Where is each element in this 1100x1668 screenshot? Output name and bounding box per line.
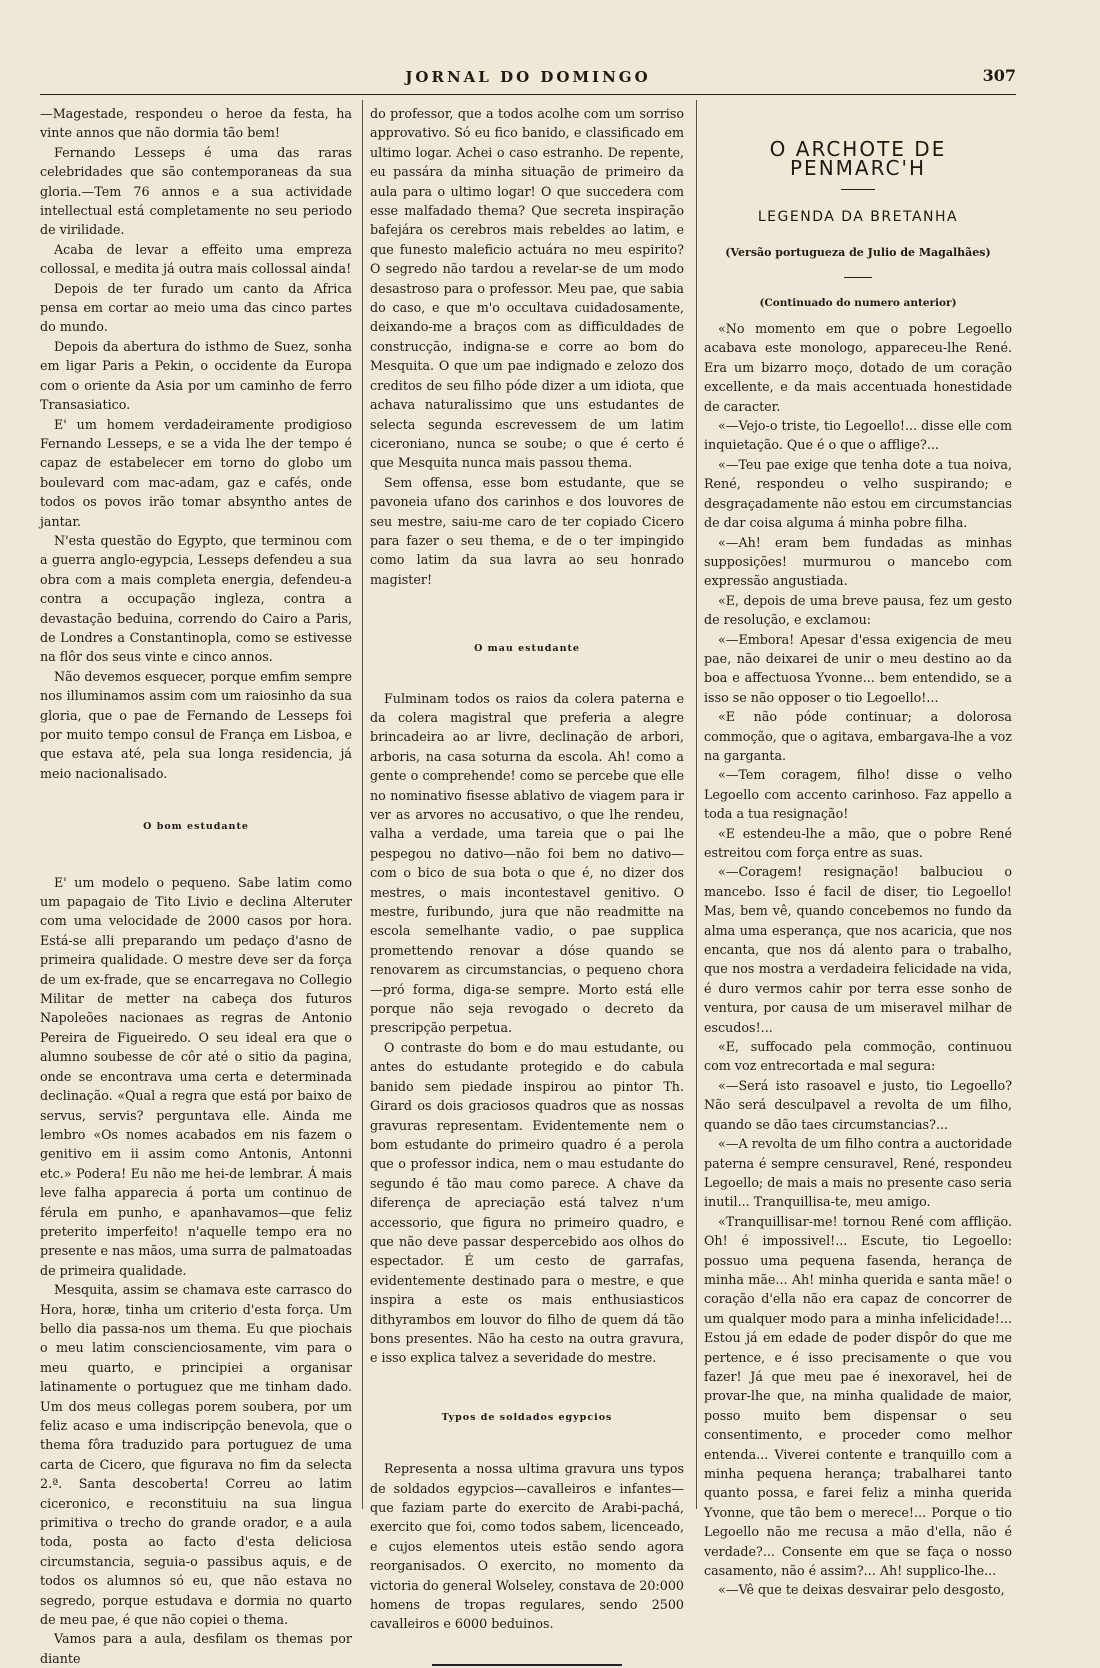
section-heading-soldados-egypcios: Typos de soldados egypcios (441, 1411, 613, 1423)
page-number: 307 (982, 66, 1016, 85)
paragraph: Mesquita, assim se chamava este carrasco do Hora, horæ, tinha um criterio d'esta força. Um bello dia passa-nos um thema. Eu que piochais o meu latim conscienciosamente, vim para o meu quarto, e principiei a organisar latinamente o portuguez que me tinham dado. Um dos meus collegas porem soubera, por um feliz acaso e uma indiscripção benevola, que o thema fôra traduzido para portuguez de uma carta de Cicero, que figurava no fim da selecta 2.ª. Santa descoberta! Correu ao latim ciceronico, e reconstituiu na sua lingua primitiva o trecho do grande orador, e a aula toda, posta ao facto d'esta deliciosa circumstancia, seguia-o passibus aquis, e de todos os alumnos só eu, que não estava no segredo, porque estudava e dormia no quarto de meu pae, é que não copiei o thema. (40, 1282, 352, 1628)
paragraph: E' um modelo o pequeno. Sabe latim como um papagaio de Tito Livio e declina Alteruter com uma velocidade de 2000 casos por hora. Está-se alli preparando um pedaço d'asno de primeira qualidade. O mestre deve ser da força de um ex-frade, que se encarregava no Collegio Militar de metter na cabeça dos futuros Napoleões nacionaes as regras de Antonio Pereira de Figueiredo. O seu ideal era que o alumno soubesse de côr até o sitio da pagina, onde se encontrava uma certa e determinada declinação. «Qual a regra que está por baixo de servus, servis? perguntava elle. Ainda me lembro «Os nomes acabados em nis fazem o genitivo em ii assim como Antonis, Antonni etc.» Podera! Eu não me hei-de lembrar. Á mais leve falha apparecia á porta um continuo de férula em punho, e apanhavamos—que feliz preterito imperfeito! n'aquelle tempo era no presente e nas mãos, uma surra de palmatoadas de primeira qualidade. (40, 874, 352, 1278)
paragraph: Depois da abertura do isthmo de Suez, sonha em ligar Paris a Pekin, o occidente da Europa com o oriente da Asia por um caminho de ferro Transasiatico. (40, 338, 352, 413)
paragraph: O contraste do bom e do mau estudante, ou antes do estudante protegido e do cabula banido sem piedade inspirou ao pintor Th. Girard os dois graciosos quadros que as nossas gravuras representam. Evidentemente nem o bom estudante do primeiro quadro é a perola que o professor indica, nem o mau estudante do segundo é tão mau como parece. A chave da diferença de apreciação está talvez n'um accessorio, que figura no primeiro quadro, e que não deve passar despercebido aos olhos do espectador. É um cesto de garrafas, evidentemente destinado para o mestre, e que inspira a este os mais enthusiasticos dithyrambos em louvor do filho de quem dá tão bons presentes. Não ha cesto na outra gravura, e isso explica talvez a severidade do mestre. (370, 1039, 684, 1366)
paragraph: «—Vejo-o triste, tio Legoello!... disse elle com inquietação. Que é o que o afflige?... (704, 418, 1012, 453)
paragraph: «—Embora! Apesar d'essa exigencia de meu pae, não deixarei de unir o meu destino ao da boa e affectuosa Yvonne... bem entendido, se a isso se não opposer o tio Legoello!... (704, 631, 1012, 705)
paragraph: «—Teu pae exige que tenha dote a tua noiva, René, respondeu o velho suspirando; e desgraçadamente não estou em circumstancias de dar coisa alguma á minha pobre filha. (704, 456, 1012, 531)
paragraph: Fernando Lesseps é uma das raras celebridades que são contemporaneas da sua gloria.—Tem 76 annos e a sua actividade intellectual está completamente no seu periodo de virilidade. (40, 144, 352, 238)
paragraph: «—Tem coragem, filho! disse o velho Legoello com accento carinhoso. Faz appello a toda a tua resignação! (704, 767, 1012, 822)
paragraph: Representa a nossa ultima gravura uns typos de soldados egypcios—cavalleiros e infantes—que faziam parte do exercito de Arabi-pachá, exercito que foi, como todos sabem, licenceado, e cujos elementos uteis estão sendo agora reorganisados. O exercito, no momento da victoria do general Wolseley, constava de 20:000 homens de tropas regulares, sendo 2500 cavalleiros e 6000 beduinos. (370, 1461, 684, 1632)
paragraph: «No momento em que o pobre Legoello acabava este monologo, appareceu-lhe René. Era um bizarro moço, dotado de um coração excellente, e da mais accentuada honestidade de caracter. (704, 321, 1012, 414)
paragraph: «E estendeu-lhe a mão, que o pobre René estreitou com força entre as suas. (704, 825, 1012, 860)
paragraph: E' um homem verdadeiramente prodigioso Fernando Lesseps, e se a vida lhe der tempo é capaz de estabelecer em torno do globo um boulevard com mac-adam, gaz e cafés, onde todos os povos irão tomar absyntho antes de jantar. (40, 416, 352, 529)
section-heading-bom-estudante: O bom estudante (143, 821, 249, 833)
paragraph: do professor, que a todos acolhe com um sorriso approvativo. Só eu fico banido, e classificado em ultimo logar. Achei o caso estranho. De repente, eu passára da minha situação de primeiro da aula para o ultimo logar! O que succedera com esse malfadado thema? Que secreta inspiração bafejára os cerebros mais rebeldes ao latim, e que funesto maleficio actuára no meu espirito? O segredo não tardou a revelar-se de um modo desastroso para o professor. Meu pae, que sabia do caso, e que m'o occultava cuidadosamente, deixando-me a braços com as difficuldades de construcção, indigna-se e corre ao bom do Mesquita. O que um pae indignado e zelozo dos creditos de seu filho póde dizer a um idiota, que achava naturalissimo que uns estudantes de selecta segunda escrevessem de um latim ciceroniano, nunca se soube; o que é certo é que Mesquita nunca mais passou thema. (370, 106, 684, 471)
column-1 (40, 104, 352, 1666)
paragraph: «—Será isto rasoavel e justo, tio Legoello? Não será desculpavel a revolta de um filho, quando se dão taes circumstancias?... (704, 1077, 1012, 1132)
column-divider-2 (696, 100, 697, 1509)
continued-note: (Continuado do numero anterior) (759, 296, 957, 309)
running-header (40, 64, 1016, 95)
paragraph: Vamos para a aula, desfilam os themas por diante (40, 1631, 352, 1666)
paragraph: «E, depois de uma breve pausa, fez um gesto de resolução, e exclamou: (704, 592, 1012, 628)
paragraph: Não devemos esquecer, porque emfim sempre nos illuminamos assim com um raiosinho da sua gloria, que o pae de Fernando de Lesseps foi por muito tempo consul de França em Lisboa, e que estava até, pela sua longa residencia, já meio nacionalisado. (40, 668, 352, 781)
paragraph: Sem offensa, esse bom estudante, que se pavoneia ufano dos carinhos e dos louvores de seu mestre, saiu-me caro de ter copiado Cicero para fazer o seu thema, e de o ter impingido como latim da sua lavra ao seu honrado magister! (370, 474, 684, 587)
column-3 (704, 104, 1012, 1598)
paragraph: «E, suffocado pela commoção, continuou com voz entrecortada e mal segura: (704, 1039, 1012, 1074)
paragraph: «—Ah! eram bem fundadas as minhas supposições! murmurou o mancebo com expressão angustiada. (704, 534, 1012, 589)
section-heading-mau-estudante: O mau estudante (474, 643, 580, 655)
paragraph: —Magestade, respondeu o heroe da festa, ha vinte annos que não dormia tão bem! (40, 106, 352, 141)
end-rule (432, 1664, 622, 1666)
serial-subtitle: LEGENDA DA BRETANHA (757, 208, 959, 225)
paragraph: «—A revolta de um filho contra a auctoridade paterna é sempre censuravel, René, respondeu Legoello; de mais a mais no presente caso seria inutil... Tranquillisa-te, meu amigo. (704, 1136, 1012, 1210)
paragraph: Acaba de levar a effeito uma empreza collossal, e medita já outra mais collossal ainda! (40, 241, 352, 277)
paragraph: «—Vê que te deixas desvairar pelo desgosto, (718, 1582, 1005, 1598)
version-rule (844, 277, 872, 278)
paragraph: «Tranquillisar-me! tornou René com affliçäo. Oh! é impossivel!... Escute, tio Legoello: possuo uma pequena fasenda, herança de minha mãe... Ah! minha querida e santa mãe! o coração d'ella não era capaz de concorrer de um qualquer modo para a minha infelicidade!... Estou já em edade de poder dispôr do que me pertence, e é isso precisamente o que vou fazer! Já que meu pae é inexoravel, hei de provar-lhe que, na minha qualidade de maior, posso muito bem dispensar o seu consentimento, e proceder como melhor entenda... Viverei contente e tranquillo com a minha pequena herança; trabalharei tanto quanto possa, e farei feliz a minha querida Yvonne, que tão bem o merece!... Porque o tio Legoello não me recusa a mão d'ella, não é verdade?... Consente em que se faça o nosso casamento, não é assim?... Ah! supplico-lhe... (704, 1213, 1012, 1579)
paragraph: N'esta questão do Egypto, que terminou com a guerra anglo-egypcia, Lesseps defendeu a sua obra com a mais completa energia, defendeu-a contra a occupação ingleza, contra a devastação beduina, correndo do Cairo a Paris, de Londres a Constantinopla, como se estivesse na flôr dos seus vinte e cinco annos. (40, 532, 352, 665)
serial-title: O ARCHOTE DE PENMARC'H (769, 137, 947, 181)
newspaper-title: JORNAL DO DOMINGO (405, 68, 651, 86)
column-2 (370, 104, 684, 1632)
translation-credit: (Versão portugueza de Julio de Magalhães) (725, 246, 991, 260)
paragraph: «E não póde continuar; a dolorosa commoção, que o agitava, embargava-lhe a voz na garganta. (704, 709, 1012, 763)
paragraph: «—Coragem! resignação! balbuciou o mancebo. Isso é facil de diser, tio Legoello! Mas, bem vê, quando concebemos no fundo da alma uma esperança, que nos acaricia, que nos encanta, que nos dá alento para o trabalho, que nos mostra a verdadeira felicidade na vida, é duro vermos cahir por terra esse sonho de ventura, por causa de um miseravel milhar de escudos!... (704, 864, 1012, 1035)
paragraph: Depois de ter furado um canto da Africa pensa em cortar ao meio uma das cinco partes do mundo. (40, 280, 352, 335)
paragraph: Fulminam todos os raios da colera paterna e da colera magistral que preferia a alegre brincadeira ao ar livre, declinação de arbori, arboris, na casa soturna da escola. Ah! como a gente o comprehende! como se percebe que elle no nominativo fisesse ablativo de viagem para ir ver as arvores no accusativo, o que lhe rendeu, valha a verdade, uma tareia que o pai lhe pespegou no dativo—não foi bem no dativo—com o bico de sua bota o que é, no dizer dos mestres, o mais incontestavel genitivo. O mestre, furibundo, jura que não readmitte na escola semelhante vadio, o pae supplica promettendo renovar a dóse quando se renovarem as circumstancias, o pequeno chora—pró forma, diga-se sempre. Morto está elle porque não seja revogado o decreto da prescripção perpetua. (370, 690, 684, 1036)
title-rule (841, 189, 875, 190)
column-divider-1 (362, 100, 363, 1509)
